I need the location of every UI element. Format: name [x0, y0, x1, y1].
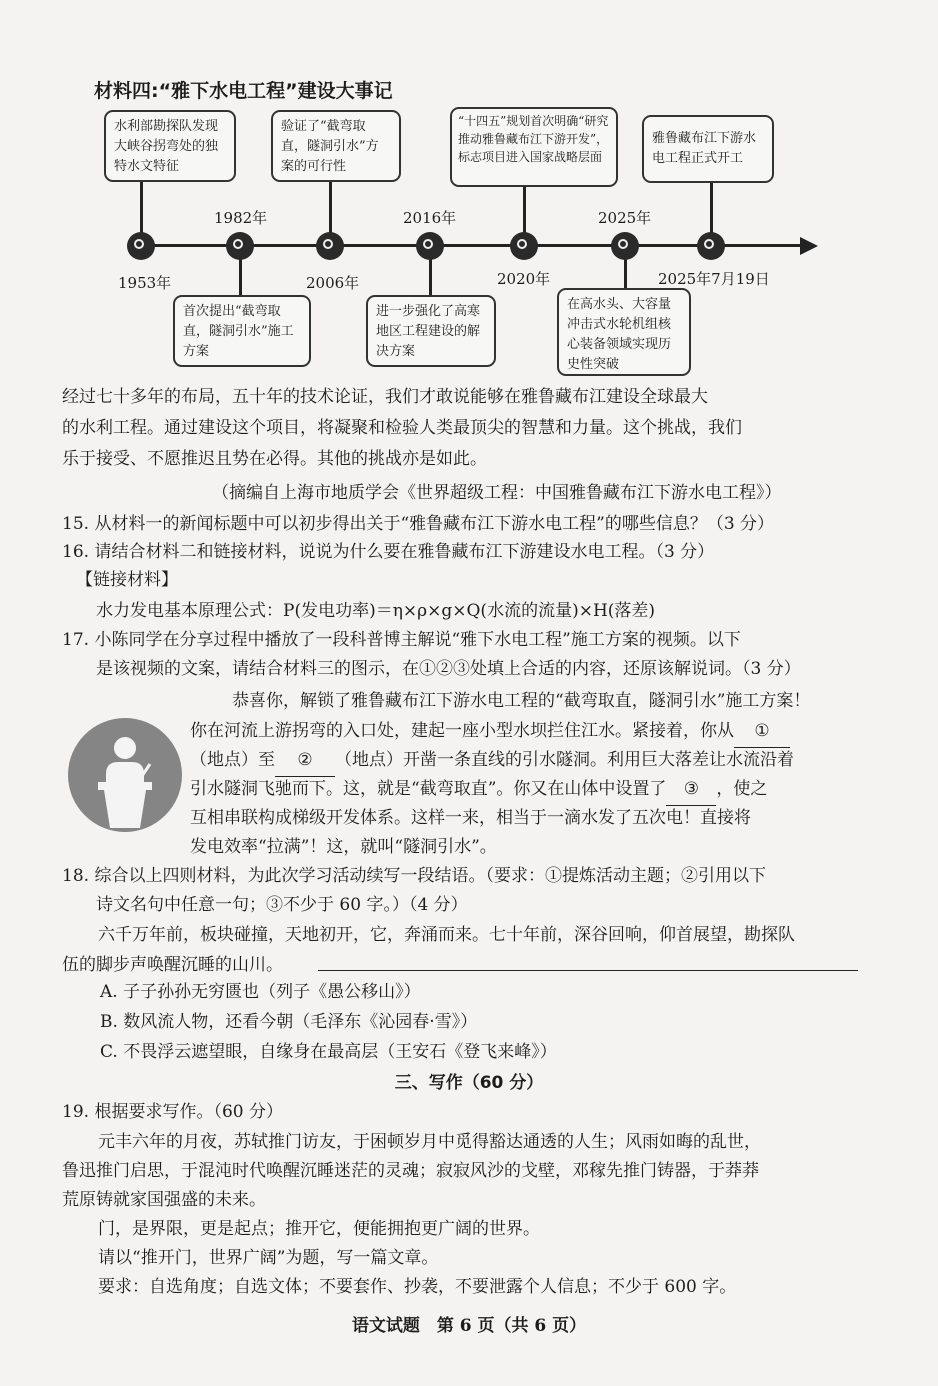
- question-19-text: 荒原铸就家国强盛的未来。: [62, 1190, 266, 1210]
- timeline-year: 2016年: [403, 209, 457, 227]
- material-4-title: 材料四:“雅下水电工程”建设大事记: [94, 80, 393, 102]
- video-script-line: （地点）至 ② （地点）开凿一条直线的引水隧洞。利用巨大落差让水流沿着: [190, 745, 880, 777]
- question-19-text: 鲁迅推门启思，于混沌时代唤醒沉睡迷茫的灵魂；寂寂风沙的戈壁，邓稼先推门铸器，于莽莽: [62, 1161, 759, 1181]
- speaker-at-podium-icon: [68, 718, 182, 832]
- timeline-node: [127, 232, 155, 260]
- timeline-year: 2006年: [306, 274, 360, 292]
- question-17-line1: 17. 小陈同学在分享过程中播放了一段科普博主解说“雅下水电工程”施工方案的视频。以下: [62, 630, 741, 650]
- timeline-node: [316, 232, 344, 260]
- timeline-node: [510, 232, 538, 260]
- question-17-line2: 是该视频的文案，请结合材料三的图示，在①②③处填上合适的内容，还原该解说词。（3 分）: [96, 659, 801, 679]
- timeline-year: 1953年: [118, 274, 172, 292]
- question-18-line1: 18. 综合以上四则材料，为此次学习活动续写一段结语。（要求：①提炼活动主题；②引用以下: [62, 866, 766, 886]
- video-script-line: 发电效率“拉满”！这，就叫“隧洞引水”。: [190, 837, 497, 857]
- answer-line[interactable]: [318, 970, 858, 971]
- question-18-text: 伍的脚步声唤醒沉睡的山川。: [62, 955, 283, 975]
- video-script-line: 互相串联构成梯级开发体系。这样一来，相当于一滴水发了五次电！直接将: [190, 808, 751, 828]
- question-19-text: 门，是界限，更是起点；推开它，便能拥抱更广阔的世界。: [98, 1219, 540, 1239]
- timeline-node: [226, 232, 254, 260]
- question-19-prompt: 请以“推开门，世界广阔”为题，写一篇文章。: [98, 1248, 439, 1268]
- timeline: [60, 105, 880, 385]
- question-18-line2: 诗文名句中任意一句；③不少于 60 字。）（4 分）: [96, 895, 468, 915]
- page-footer: 语文试题 第 6 页（共 6 页）: [351, 1316, 587, 1336]
- video-script-line: 恭喜你，解锁了雅鲁藏布江下游水电工程的“截弯取直，隧洞引水”施工方案！: [232, 691, 811, 711]
- text-line: 乐于接受、不愿推迟且势在必得。其他的挑战亦是如此。: [62, 449, 487, 469]
- timeline-event-box: 水利部勘探队发现大峡谷拐弯处的独特水文特征: [104, 110, 236, 182]
- timeline-event-box: 进一步强化了高寒地区工程建设的解决方案: [366, 295, 496, 367]
- timeline-year: 2025年: [598, 209, 652, 227]
- link-material-title: 【链接材料】: [76, 570, 178, 590]
- timeline-arrow-icon: [800, 237, 818, 255]
- blank-2[interactable]: ②: [275, 745, 335, 777]
- timeline-event-box: “十四五”规划首次明确“研究推动雅鲁藏布江下游开发”，标志项目进入国家战略层面: [450, 107, 618, 187]
- question-15: 15. 从材料一的新闻标题中可以初步得出关于“雅鲁藏布江下游水电工程”的哪些信息？（3 分）: [62, 514, 775, 534]
- material-4-source: （摘编自上海市地质学会《世界超级工程：中国雅鲁藏布江下游水电工程》）: [212, 483, 782, 503]
- section-3-title: 三、写作（60 分）: [394, 1073, 544, 1093]
- link-material-formula: 水力发电基本原理公式：P(发电功率)＝η×ρ×g×Q(水流的流量)×H(落差): [96, 601, 656, 621]
- text-line: 的水利工程。通过建设这个项目，将凝聚和检验人类最顶尖的智慧和力量。这个挑战，我们: [62, 418, 742, 438]
- timeline-event-box: 首次提出“截弯取直，隧洞引水”施工方案: [173, 295, 311, 367]
- timeline-node: [416, 232, 444, 260]
- question-16: 16. 请结合材料二和链接材料，说说为什么要在雅鲁藏布江下游建设水电工程。（3 分）: [62, 542, 715, 562]
- question-18-text: 六千万年前，板块碰撞，天地初开，它，奔涌而来。七十年前，深谷回响，仰首展望，勘探队: [98, 925, 795, 945]
- question-19-requirements: 要求：自选角度；自选文体；不要套作、抄袭，不要泄露个人信息；不少于 600 字。: [98, 1277, 737, 1297]
- video-script-line: 引水隧洞飞驰而下。这，就是“截弯取直”。你又在山体中设置了 ③ ，使之: [190, 774, 880, 806]
- material-4-paragraph: [62, 382, 872, 475]
- option-a: A. 子子孙孙无穷匮也（列子《愚公移山》）: [100, 982, 421, 1002]
- blank-3[interactable]: ③: [666, 774, 716, 806]
- timeline-node: [611, 232, 639, 260]
- option-c: C. 不畏浮云遮望眼，自缘身在最高层（王安石《登飞来峰》）: [100, 1042, 557, 1062]
- timeline-year: 1982年: [214, 209, 268, 227]
- timeline-year: 2020年: [497, 270, 551, 288]
- video-script-line: 你在河流上游拐弯的入口处，建起一座小型水坝拦住江水。紧接着，你从 ①: [190, 716, 880, 748]
- text-line: 经过七十多年的布局，五十年的技术论证，我们才敢说能够在雅鲁藏布江建设全球最大: [62, 387, 708, 407]
- timeline-year: 2025年7月19日: [658, 270, 770, 288]
- option-b: B. 数风流人物，还看今朝（毛泽东《沁园春·雪》）: [100, 1012, 478, 1032]
- question-19-text: 元丰六年的月夜，苏轼推门访友，于困顿岁月中觅得豁达通透的人生；风雨如晦的乱世，: [98, 1132, 761, 1152]
- timeline-event-box: 验证了“截弯取直，隧洞引水”方案的可行性: [271, 110, 401, 182]
- question-19-title: 19. 根据要求写作。（60 分）: [62, 1102, 283, 1122]
- timeline-event-box: 在高水头、大容量冲击式水轮机组核心装备领域实现历史性突破: [557, 288, 691, 376]
- timeline-event-box: 雅鲁藏布江下游水电工程正式开工: [642, 115, 774, 183]
- timeline-node: [697, 232, 725, 260]
- blank-1[interactable]: ①: [734, 716, 790, 748]
